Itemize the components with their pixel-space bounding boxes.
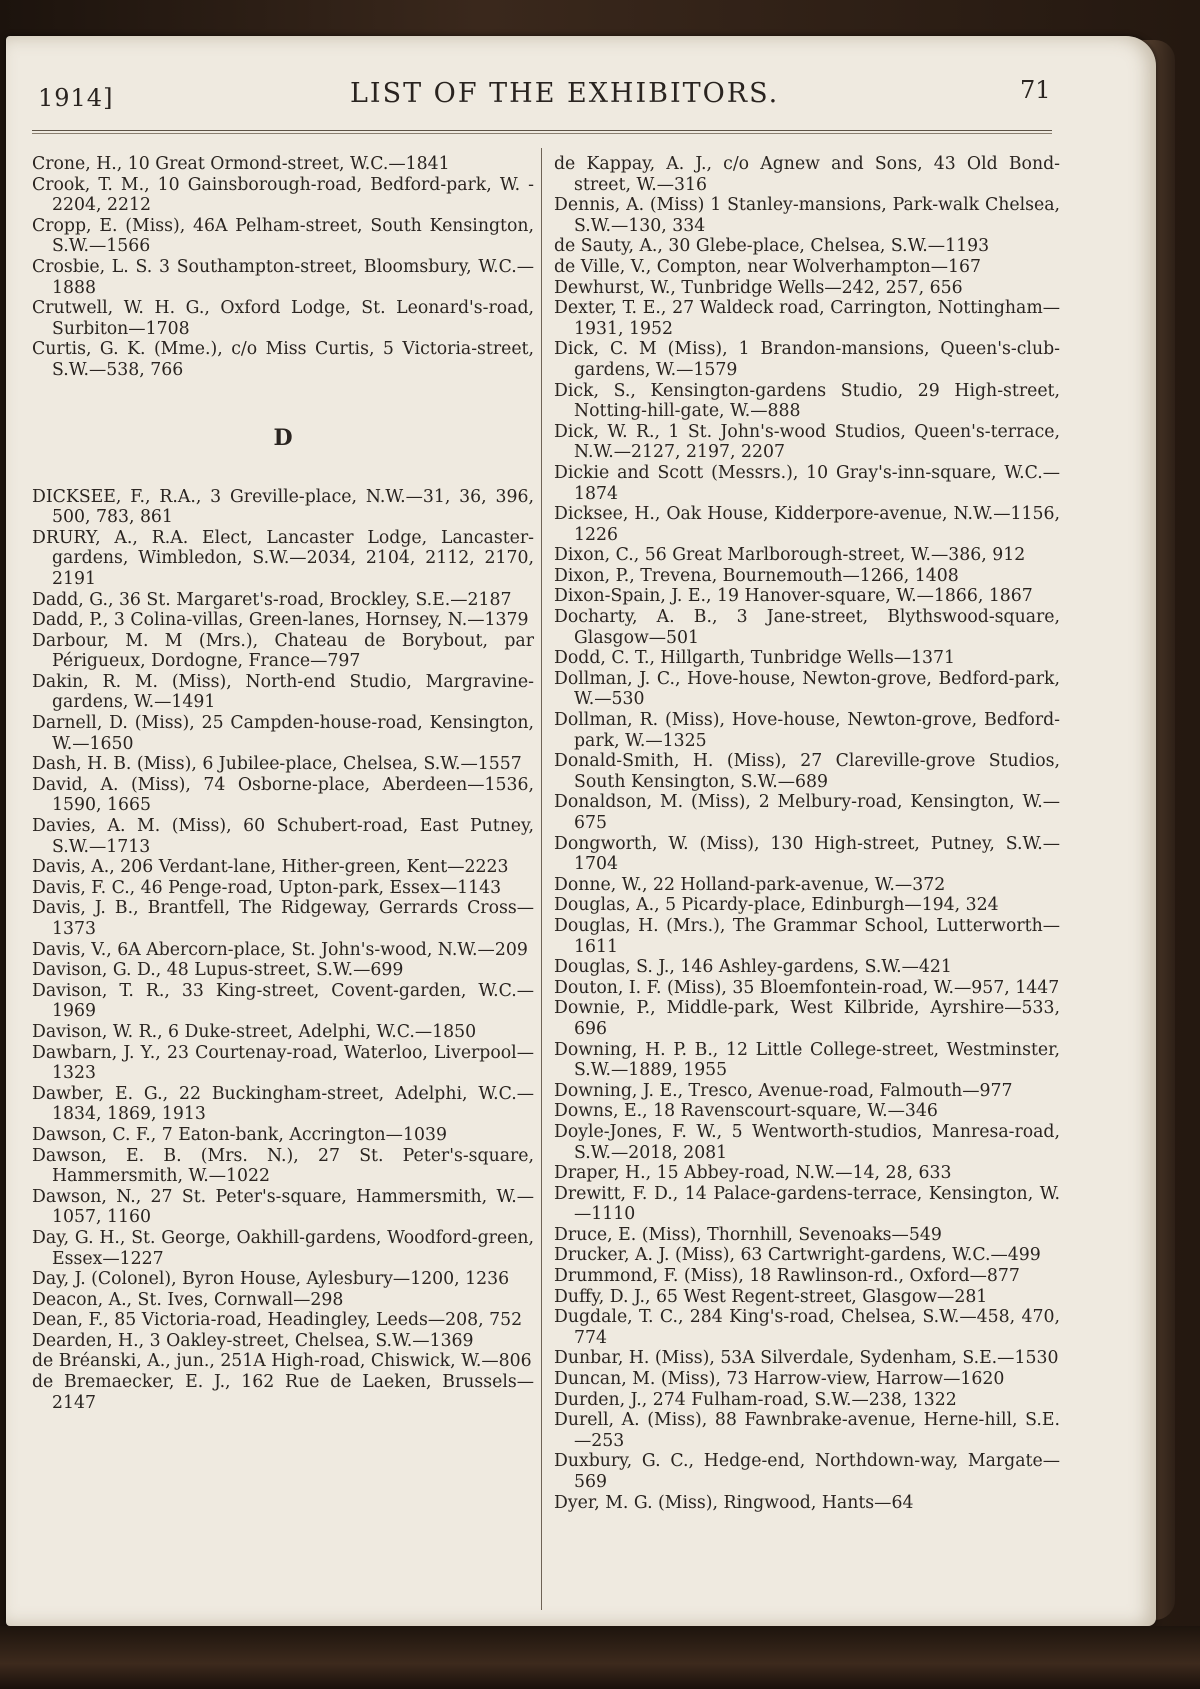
- left-column: [32, 154, 534, 1413]
- exhibitor-entry: de Sauty, A., 30 Glebe-place, Chelsea, S.W.—1193: [554, 236, 990, 257]
- exhibitor-entry: Downing, J. E., Tresco, Avenue-road, Falmouth—977: [554, 1080, 1013, 1101]
- exhibitor-entry: Downing, H. P. B., 12 Little College-street, Westminster, S.W.—1889, 1955: [554, 1039, 1060, 1081]
- header-year: 1914]: [38, 84, 114, 112]
- exhibitor-entry: Downs, E., 18 Ravenscourt-square, W.—346: [554, 1101, 938, 1122]
- exhibitor-entry: Duncan, M. (Miss), 73 Harrow-view, Harrow—1620: [554, 1369, 1005, 1390]
- exhibitor-entry: Deacon, A., St. Ives, Cornwall—298: [32, 1289, 344, 1310]
- exhibitor-entry: Drucker, A. J. (Miss), 63 Cartwright-gardens, W.C.—499: [554, 1245, 1041, 1266]
- exhibitor-entry: Drummond, F. (Miss), 18 Rawlinson-rd., Oxford—877: [554, 1266, 1020, 1287]
- exhibitor-entry: Dixon, P., Trevena, Bournemouth—1266, 1408: [554, 565, 959, 586]
- exhibitor-entry: de Ville, V., Compton, near Wolverhampton—167: [554, 256, 982, 277]
- exhibitor-entry: Donald-Smith, H. (Miss), 27 Clareville-grove Studios, South Kensington, S.W.—689: [554, 751, 1060, 792]
- exhibitor-entry: Dollman, J. C., Hove-house, Newton-grove, Bedford-park, W.—530: [554, 668, 1060, 710]
- exhibitor-entry: Durell, A. (Miss), 88 Fawnbrake-avenue, Herne-hill, S.E.—253: [554, 1410, 1060, 1451]
- exhibitor-entry: Dawson, E. B. (Mrs. N.), 27 St. Peter's-square, Hammersmith, W.—1022: [32, 1145, 534, 1187]
- exhibitor-entry: Douglas, H. (Mrs.), The Grammar School, Lutterworth—1611: [554, 915, 1060, 957]
- exhibitor-entry: Docharty, A. B., 3 Jane-street, Blythswood-square, Glasgow—501: [554, 607, 1060, 648]
- exhibitor-entry: Dawson, C. F., 7 Eaton-bank, Accrington—1039: [32, 1124, 447, 1145]
- exhibitor-entry: Douton, I. F. (Miss), 35 Bloemfontein-road, W.—957, 1447: [554, 977, 1060, 998]
- exhibitor-entry: Davis, F. C., 46 Penge-road, Upton-park, Essex—1143: [32, 877, 502, 898]
- exhibitor-entry: Dexter, T. E., 27 Waldeck road, Carrington, Nottingham—1931, 1952: [554, 298, 1060, 339]
- exhibitor-entry: Dick, W. R., 1 St. John's-wood Studios, Queen's-terrace, N.W.—2127, 2197, 2207: [554, 421, 1060, 463]
- exhibitor-entry: Dongworth, W. (Miss), 130 High-street, Putney, S.W.—1704: [554, 833, 1060, 875]
- column-divider: [541, 148, 542, 1610]
- exhibitor-entry: Dadd, P., 3 Colina-villas, Green-lanes, Hornsey, N.—1379: [32, 610, 529, 631]
- exhibitor-entry: Donne, W., 22 Holland-park-avenue, W.—372: [554, 874, 946, 895]
- exhibitor-entry: Draper, H., 15 Abbey-road, N.W.—14, 28, 633: [554, 1163, 952, 1184]
- exhibitor-entry: Duffy, D. J., 65 West Regent-street, Glasgow—281: [554, 1286, 988, 1307]
- exhibitor-entry: Dixon-Spain, J. E., 19 Hanover-square, W.—1866, 1867: [554, 586, 1033, 607]
- exhibitor-entry: Dewhurst, W., Tunbridge Wells—242, 257, 656: [554, 277, 963, 298]
- exhibitor-entry: Davison, T. R., 33 King-street, Covent-garden, W.C.—1969: [32, 980, 534, 1022]
- left-entries-after: [32, 487, 534, 1414]
- exhibitor-entry: Davies, A. M. (Miss), 60 Schubert-road, East Putney, S.W.—1713: [32, 816, 534, 857]
- exhibitor-entry: Crone, H., 10 Great Ormond-street, W.C.—1841: [32, 154, 450, 174]
- exhibitor-entry: Davison, G. D., 48 Lupus-street, S.W.—699: [32, 960, 404, 981]
- exhibitor-entry: Dick, C. M (Miss), 1 Brandon-mansions, Queen's-club-gardens, W.—1579: [554, 339, 1060, 380]
- exhibitor-entry: Dodd, C. T., Hillgarth, Tunbridge Wells—1371: [554, 648, 956, 669]
- exhibitor-entry: Dugdale, T. C., 284 King's-road, Chelsea, S.W.—458, 470, 774: [554, 1307, 1060, 1348]
- exhibitor-entry: Dixon, C., 56 Great Marlborough-street, W.—386, 912: [554, 545, 1026, 566]
- exhibitor-entry: Dash, H. B. (Miss), 6 Jubilee-place, Chelsea, S.W.—1557: [32, 754, 522, 775]
- exhibitor-entry: Crutwell, W. H. G., Oxford Lodge, St. Leonard's-road, Surbiton—1708: [32, 298, 534, 339]
- exhibitor-entry: Dawber, E. G., 22 Buckingham-street, Adelphi, W.C.—1834, 1869, 1913: [32, 1083, 534, 1125]
- exhibitor-entry: Darnell, D. (Miss), 25 Campden-house-road, Kensington, W.—1650: [32, 713, 534, 754]
- exhibitor-entry: Davis, V., 6A Abercorn-place, St. John's-wood, N.W.—209: [32, 939, 528, 960]
- left-entries-before: [32, 154, 534, 381]
- exhibitor-entry: Davison, W. R., 6 Duke-street, Adelphi, W.C.—1850: [32, 1021, 477, 1042]
- exhibitor-entry: Dennis, A. (Miss) 1 Stanley-mansions, Park-walk Chelsea, S.W.—130, 334: [554, 195, 1060, 236]
- exhibitor-entry: Douglas, A., 5 Picardy-place, Edinburgh—194, 324: [554, 895, 999, 916]
- exhibitor-entry: Druce, E. (Miss), Thornhill, Sevenoaks—549: [554, 1224, 942, 1245]
- exhibitor-entry: Donaldson, M. (Miss), 2 Melbury-road, Kensington, W.—675: [554, 792, 1060, 833]
- exhibitor-entry: Davis, A., 206 Verdant-lane, Hither-green, Kent—2223: [32, 857, 509, 878]
- exhibitor-entry: Dadd, G., 36 St. Margaret's-road, Brockley, S.E.—2187: [32, 589, 512, 610]
- header-rule: [32, 130, 1052, 134]
- exhibitor-entry: de Bremaecker, E. J., 162 Rue de Laeken, Brussels—2147: [32, 1372, 534, 1413]
- exhibitor-entry: Davis, J. B., Brantfell, The Ridgeway, Gerrards Cross—1373: [32, 898, 534, 939]
- section-letter: D: [273, 424, 293, 451]
- exhibitor-entry: Douglas, S. J., 146 Ashley-gardens, S.W.—421: [554, 957, 952, 978]
- exhibitor-entry: Downie, P., Middle-park, West Kilbride, Ayrshire—533, 696: [554, 998, 1060, 1039]
- exhibitor-entry: Dean, F., 85 Victoria-road, Headingley, Leeds—208, 752: [32, 1310, 523, 1331]
- right-column: [554, 154, 1060, 1513]
- exhibitor-entry: Darbour, M. M (Mrs.), Chateau de Borybout, par Périgueux, Dordogne, France—797: [32, 630, 534, 672]
- exhibitor-entry: David, A. (Miss), 74 Osborne-place, Aberdeen—1536, 1590, 1665: [32, 774, 534, 816]
- exhibitor-entry: Dakin, R. M. (Miss), North-end Studio, Margravine-gardens, W.—1491: [32, 671, 534, 713]
- exhibitor-entry: Dawbarn, J. Y., 23 Courtenay-road, Waterloo, Liverpool—1323: [32, 1042, 534, 1084]
- exhibitor-entry: Dyer, M. G. (Miss), Ringwood, Hants—64: [554, 1492, 914, 1513]
- exhibitor-entry: Dunbar, H. (Miss), 53A Silverdale, Sydenham, S.E.—1530: [554, 1348, 1059, 1369]
- exhibitor-entry: Duxbury, G. C., Hedge-end, Northdown-way, Margate—569: [554, 1451, 1060, 1492]
- exhibitor-entry: Doyle-Jones, F. W., 5 Wentworth-studios, Manresa-road, S.W.—2018, 2081: [554, 1121, 1060, 1163]
- exhibitor-entry: DICKSEE, F., R.A., 3 Greville-place, N.W.—31, 36, 396, 500, 783, 861: [32, 486, 534, 528]
- right-entries: [554, 154, 1060, 1513]
- exhibitor-entry: Dickie and Scott (Messrs.), 10 Gray's-inn-square, W.C.—1874: [554, 462, 1060, 504]
- exhibitor-entry: de Bréanski, A., jun., 251A High-road, Chiswick, W.—806: [32, 1351, 532, 1372]
- header-page-number: 71: [1020, 76, 1051, 104]
- exhibitor-entry: Day, J. (Colonel), Byron House, Aylesbury—1200, 1236: [32, 1269, 510, 1290]
- exhibitor-entry: Dawson, N., 27 St. Peter's-square, Hammersmith, W.—1057, 1160: [32, 1186, 534, 1228]
- exhibitor-entry: Cropp, E. (Miss), 46A Pelham-street, South Kensington, S.W.—1566: [32, 215, 534, 257]
- exhibitor-entry: de Kappay, A. J., c/o Agnew and Sons, 43 Old Bond-street, W.—316: [554, 154, 1060, 195]
- exhibitor-entry: Dollman, R. (Miss), Hove-house, Newton-grove, Bedford-park, W.—1325: [554, 710, 1060, 751]
- exhibitor-entry: Day, G. H., St. George, Oakhill-gardens, Woodford-green, Essex—1227: [32, 1227, 534, 1269]
- exhibitor-entry: Crosbie, L. S. 3 Southampton-street, Bloomsbury, W.C.—1888: [32, 256, 534, 298]
- exhibitor-entry: Dick, S., Kensington-gardens Studio, 29 High-street, Notting-hill-gate, W.—888: [554, 380, 1060, 422]
- exhibitor-entry: Drewitt, F. D., 14 Palace-gardens-terrace, Kensington, W.—1110: [554, 1183, 1060, 1225]
- book-page: [6, 36, 1156, 1626]
- exhibitor-entry: Durden, J., 274 Fulham-road, S.W.—238, 1322: [554, 1389, 957, 1410]
- page-header: [30, 64, 1060, 116]
- exhibitor-entry: Curtis, G. K. (Mme.), c/o Miss Curtis, 5 Victoria-street, S.W.—538, 766: [32, 339, 534, 380]
- exhibitor-entry: DRURY, A., R.A. Elect, Lancaster Lodge, Lancaster-gardens, Wimbledon, S.W.—2034, 2104, 2112, 2170, 2191: [32, 527, 534, 589]
- exhibitor-entry: Crook, T. M., 10 Gainsborough-road, Bedford-park, W. - 2204, 2212: [32, 174, 534, 216]
- header-title: LIST OF THE EXHIBITORS.: [350, 78, 780, 109]
- exhibitor-entry: Dearden, H., 3 Oakley-street, Chelsea, S.W.—1369: [32, 1330, 474, 1351]
- exhibitor-entry: Dicksee, H., Oak House, Kidderpore-avenue, N.W.—1156, 1226: [554, 504, 1060, 545]
- book-bottom-edge: [0, 1626, 1200, 1689]
